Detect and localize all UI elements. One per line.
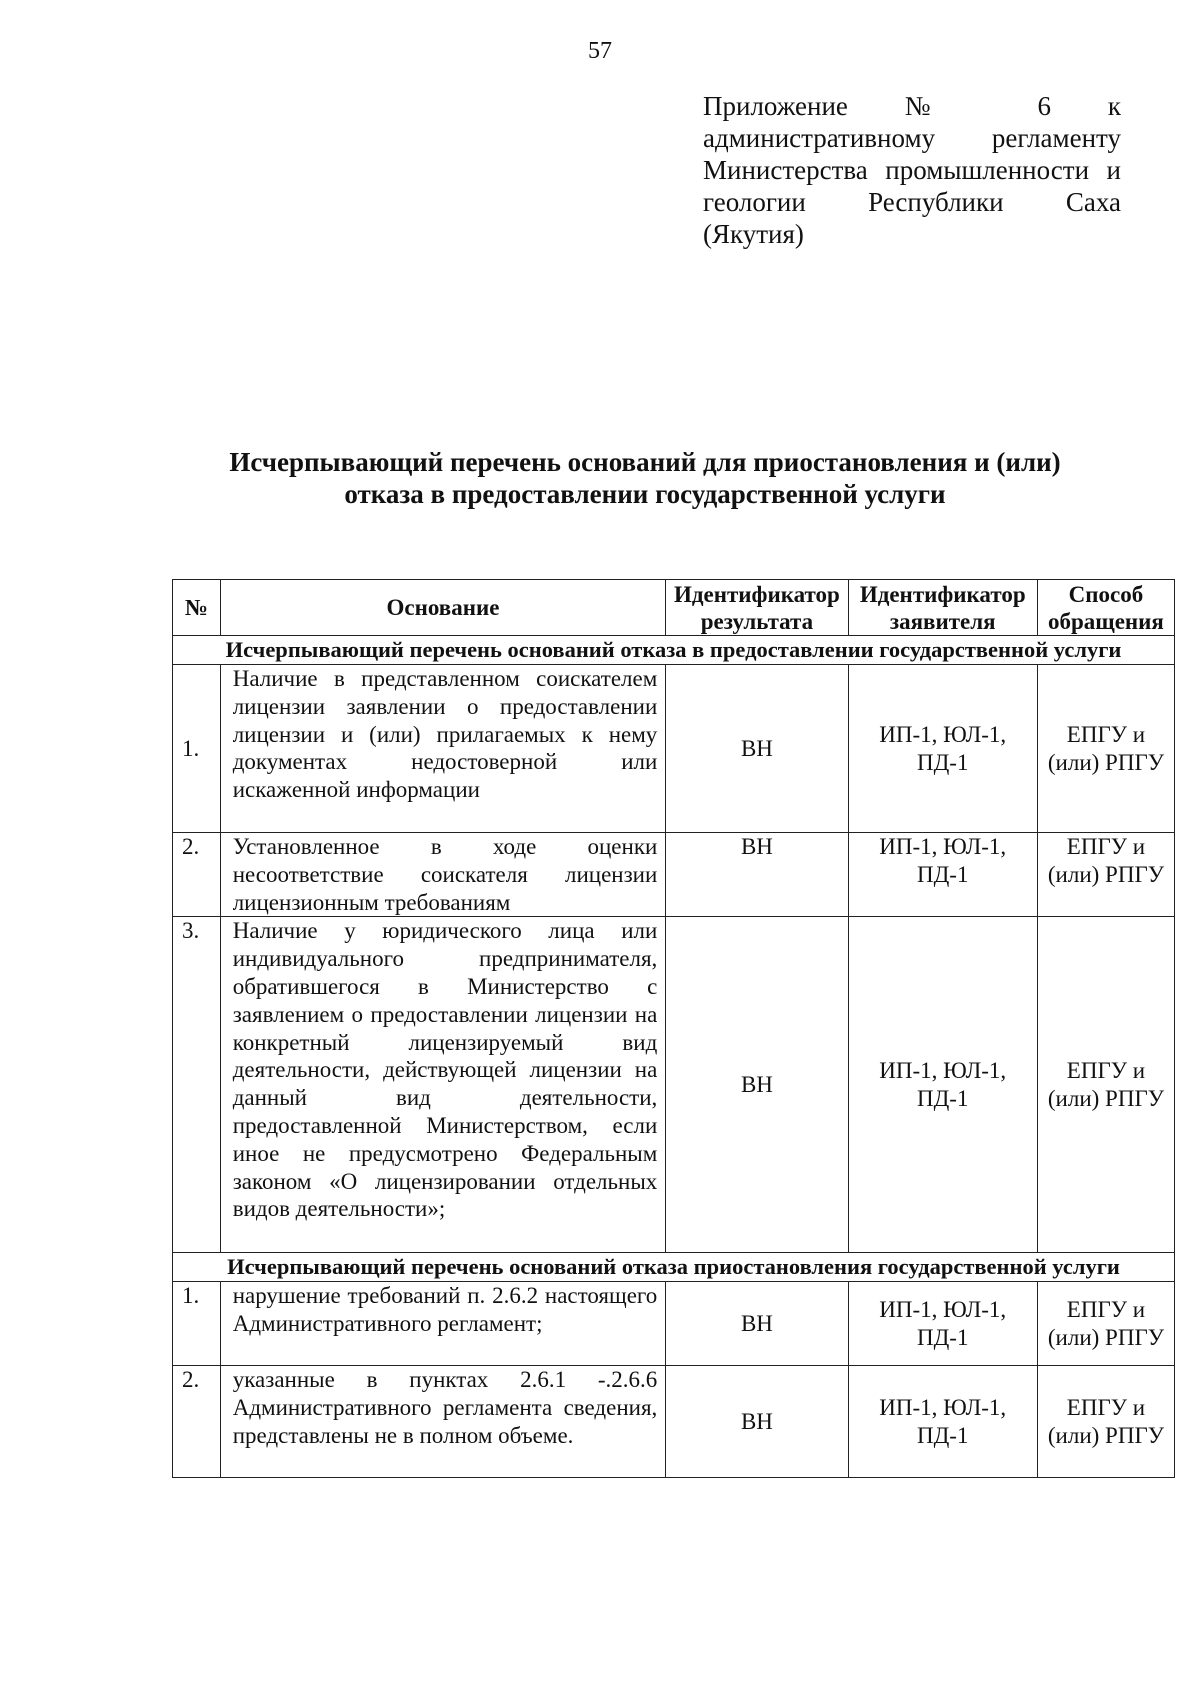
row-applicant-id: ИП-1, ЮЛ-1, ПД-1 [848,1282,1037,1366]
appendix-line: административному регламенту [703,123,1121,153]
row-result-id: ВН [666,833,848,917]
table-row [173,833,1175,917]
grounds-table [172,579,1175,1478]
table-row [173,917,1175,1253]
section-row [173,1253,1175,1282]
row-result-id: ВН [666,1282,848,1366]
row-num: 3. [173,917,221,1253]
appendix-heading [703,90,1121,250]
appendix-line: геологии Республики Саха [703,187,1121,217]
header-method: Способ обращения [1037,580,1174,636]
header-num: № [173,580,221,636]
row-result-id: ВН [666,665,848,833]
row-applicant-id: ИП-1, ЮЛ-1, ПД-1 [848,833,1037,917]
row-reason: Наличие в представленном соискателем лицензии заявлении о предоставлении лицензии и (или) прилагаемых к нему документах недостоверной или искаженной информации [220,665,666,833]
appendix-line: Приложение № 6 к [703,91,1121,121]
table-row [173,665,1175,833]
row-reason: нарушение требований п. 2.6.2 настоящего Административного регламент; [220,1282,666,1366]
row-method: ЕПГУ и (или) РПГУ [1037,1366,1174,1478]
appendix-line: Министерства промышленности и [703,155,1121,185]
row-applicant-id: ИП-1, ЮЛ-1, ПД-1 [848,917,1037,1253]
header-applicant-id: Идентификатор заявителя [848,580,1037,636]
table-header-row [173,580,1175,636]
section-title: Исчерпывающий перечень оснований отказа приостановления государственной услуги [173,1253,1175,1282]
section-row [173,636,1175,665]
title-line: Исчерпывающий перечень оснований для приостановления и (или) [229,447,1061,477]
row-result-id: ВН [666,917,848,1253]
row-reason: Наличие у юридического лица или индивидуального предпринимателя, обратившегося в Министерство с заявлением о предоставлении лицензии на конкретный лицензируемый вид деятельности, действующей лицензии на данный вид деятельности, предоставленной Министерством, если иное не предусмотрено Федеральным законом «О лицензировании отдельных видов деятельности»; [220,917,666,1253]
section-title: Исчерпывающий перечень оснований отказа в предоставлении государственной услуги [173,636,1175,665]
title-line: отказа в предоставлении государственной услуги [344,479,946,509]
row-reason: Установленное в ходе оценки несоответствие соискателя лицензии лицензионным требованиям [220,833,666,917]
page-number: 57 [588,38,612,64]
row-num: 2. [173,833,221,917]
row-num: 1. [173,665,221,833]
row-applicant-id: ИП-1, ЮЛ-1, ПД-1 [848,665,1037,833]
table-row [173,1366,1175,1478]
row-method: ЕПГУ и (или) РПГУ [1037,1282,1174,1366]
header-reason: Основание [220,580,666,636]
document-title [150,446,1140,510]
row-method: ЕПГУ и (или) РПГУ [1037,833,1174,917]
row-applicant-id: ИП-1, ЮЛ-1, ПД-1 [848,1366,1037,1478]
header-result-id: Идентификатор результата [666,580,848,636]
row-method: ЕПГУ и (или) РПГУ [1037,665,1174,833]
row-reason: указанные в пунктах 2.6.1 -.2.6.6 Административного регламента сведения, представлены не в полном объеме. [220,1366,666,1478]
row-num: 2. [173,1366,221,1478]
row-num: 1. [173,1282,221,1366]
appendix-line: (Якутия) [703,219,804,249]
row-result-id: ВН [666,1366,848,1478]
row-method: ЕПГУ и (или) РПГУ [1037,917,1174,1253]
table-row [173,1282,1175,1366]
